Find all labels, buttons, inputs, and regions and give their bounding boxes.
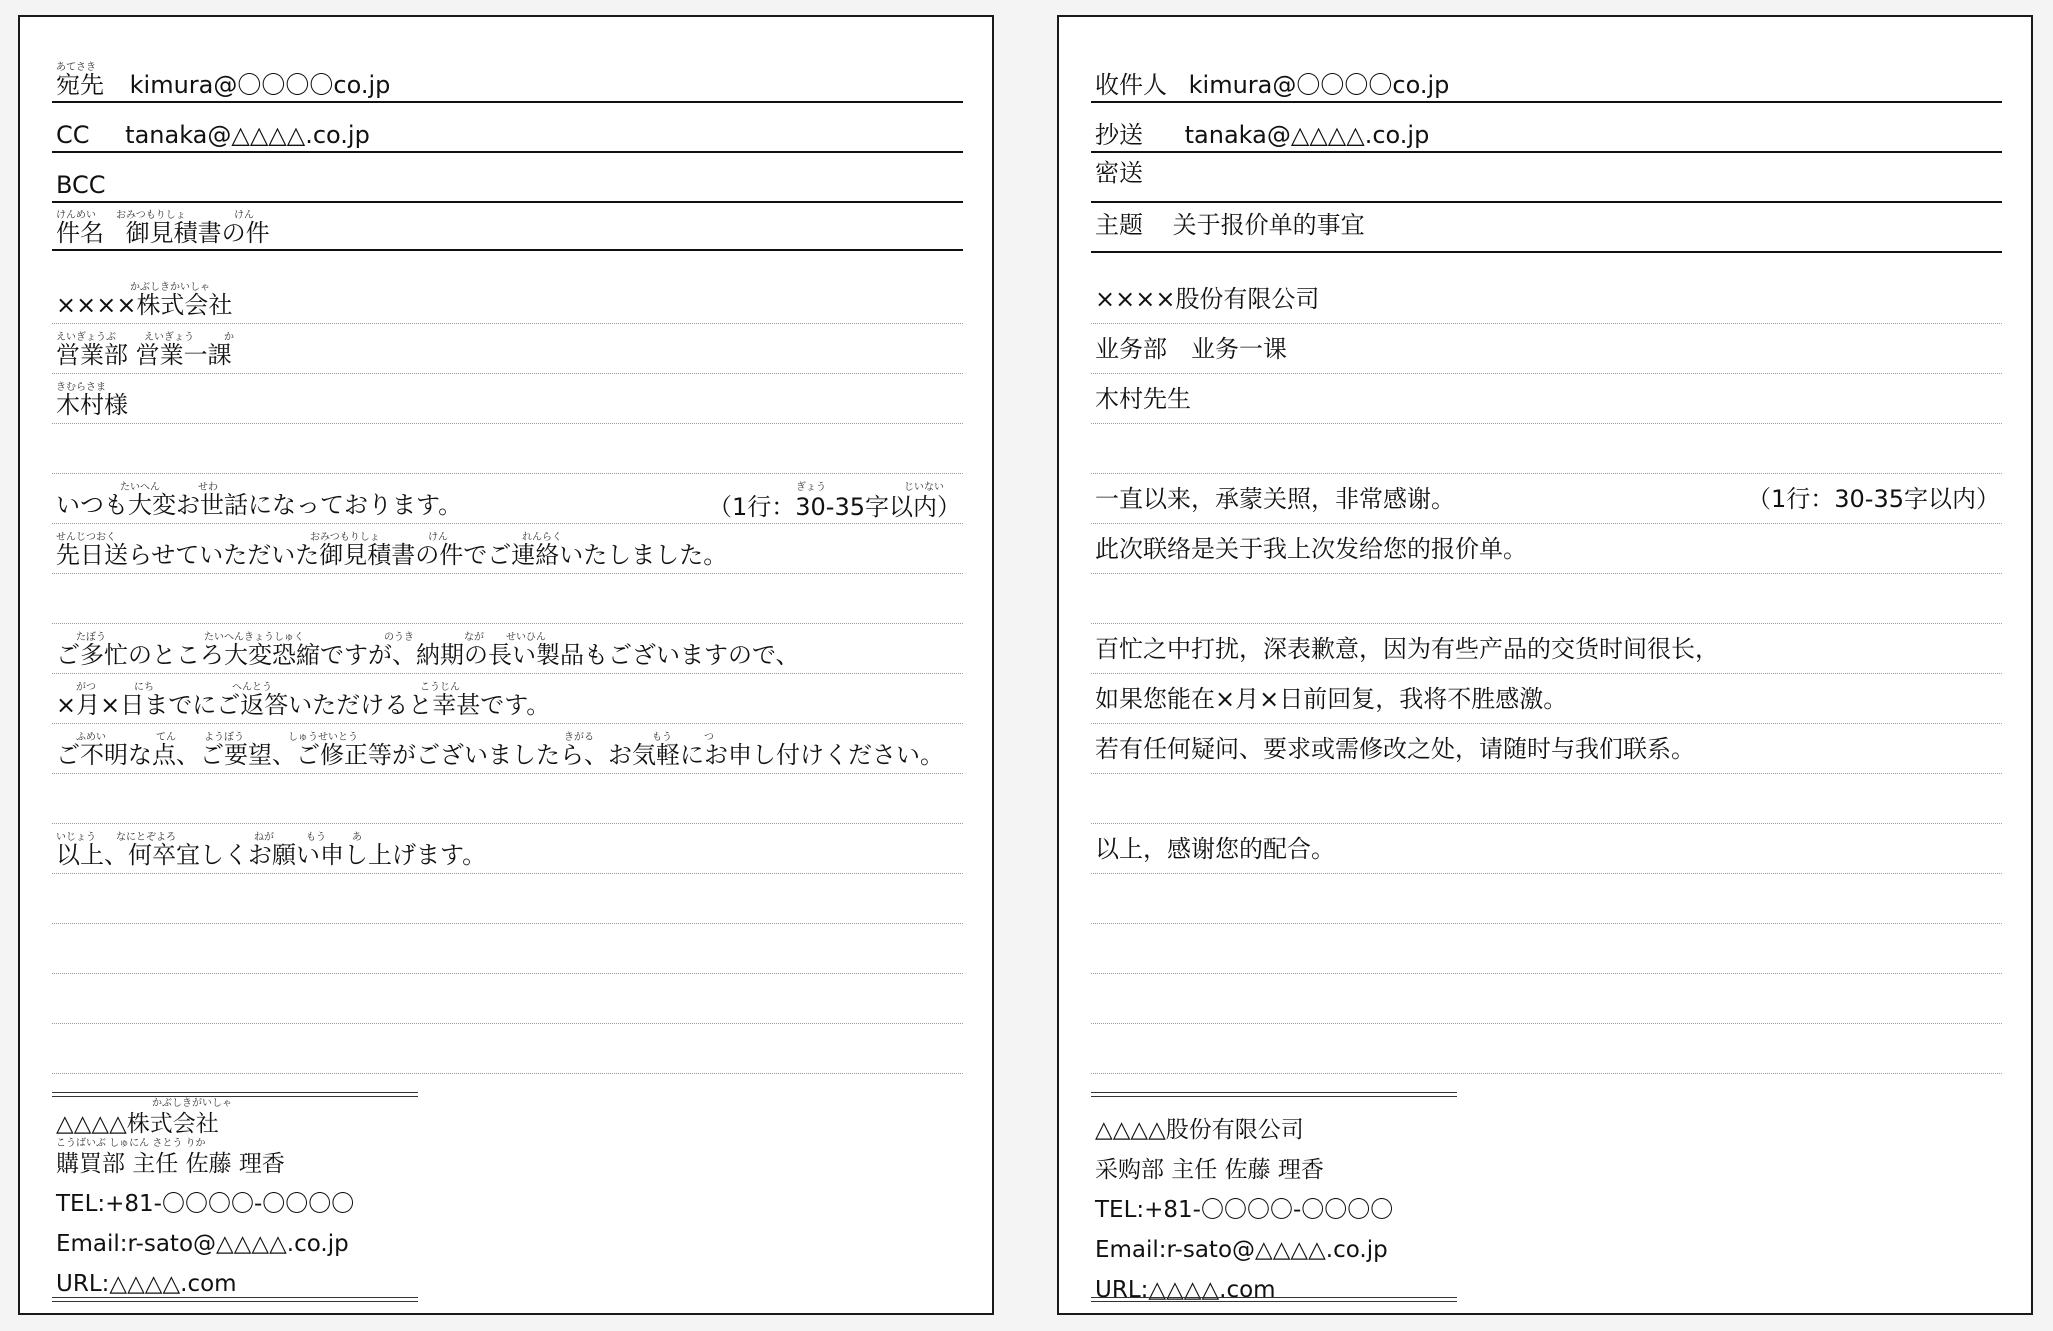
signature-tel: TEL:+81-〇〇〇〇-〇〇〇〇: [1095, 1197, 1394, 1223]
subject-field[interactable]: 御見積書の件: [125, 219, 270, 247]
subject-ruby: けんめい おみつもりしょ けん: [56, 210, 254, 221]
body-line-blank[interactable]: [1091, 1023, 2002, 1074]
to-field[interactable]: kimura@〇〇〇〇co.jp: [1188, 71, 1450, 99]
questions-line: ご不明な点、ご要望、ご修正等がございましたら、お気軽にお申し付けください。: [56, 741, 944, 769]
bcc-label: 密送: [1095, 159, 1143, 187]
bcc-row: [52, 151, 963, 203]
signature-top-rule: [1091, 1092, 1457, 1097]
body-line-blank[interactable]: [1091, 423, 2002, 474]
body-line-blank[interactable]: [52, 873, 963, 924]
body-line-busy[interactable]: たぼう たいへんきょうしゅく のうき なが せいひん ご多忙のところ大変恐縮ですが、納期の長い製品もございますので、: [52, 623, 963, 674]
cc-row: [1091, 101, 2002, 153]
cc-field[interactable]: tanaka@△△△△.co.jp: [125, 121, 370, 149]
recipient-department: 业务部 业务一课: [1095, 335, 1287, 363]
signature-name: 采购部 主任 佐藤 理香: [1095, 1157, 1324, 1183]
reply-line: 如果您能在×月×日前回复，我将不胜感激。: [1095, 685, 1568, 713]
body-line-blank[interactable]: [52, 923, 963, 974]
to-row: [52, 55, 963, 103]
subject-row: [52, 201, 963, 251]
body-line-greeting[interactable]: [1091, 473, 2002, 524]
to-field[interactable]: kimura@〇〇〇〇co.jp: [129, 71, 391, 99]
cc-field[interactable]: tanaka@△△△△.co.jp: [1184, 121, 1430, 149]
body-line-reply[interactable]: がつ にち へんとう こうじん ×月×日までにご返答いただけると幸甚です。: [52, 673, 963, 724]
subject-label: 件名: [56, 219, 104, 247]
body-line-department[interactable]: えいぎょうぶ えいぎょう か 営業部 営業一課: [52, 323, 963, 374]
body-line-questions[interactable]: ふめい てん ようぼう しゅうせいとう きがる もう つ ご不明な点、ご要望、ご修正等がございましたら、お気軽にお申し付けください。: [52, 723, 963, 774]
signature-url: URL:△△△△.com: [56, 1271, 237, 1297]
signature-name-ruby: こうばいぶ しゅにん さとう りか: [56, 1138, 206, 1149]
reply-line: ×月×日までにご返答いただけると幸甚です。: [56, 691, 551, 719]
purpose-line: 先日送らせていただいた御見積書の件でご連絡いたしました。: [56, 541, 728, 569]
body-line-purpose[interactable]: せんじつおく おみつもりしょ けん れんらく 先日送らせていただいた御見積書の件でご連絡いたしました。: [52, 523, 963, 574]
signature-company-ruby: かぶしきがいしゃ: [152, 1098, 232, 1109]
body-line-company[interactable]: [1091, 273, 2002, 324]
to-row: [1091, 55, 2002, 103]
body-line-blank[interactable]: [1091, 973, 2002, 1024]
recipient-name: 木村先生: [1095, 385, 1191, 413]
body-line-greeting[interactable]: たいへん せわ ぎょう じいない いつも大変お世話になっております。 （1行：30-35字以内）: [52, 473, 963, 524]
closing-line: 以上，感谢您的配合。: [1095, 835, 1335, 863]
recipient-department: 営業部 営業一課: [56, 341, 232, 369]
line-length-note: （1行：30-35字以内）: [1746, 485, 2000, 513]
recipient-company: ××××股份有限公司: [1095, 285, 1320, 313]
chinese-email-template: [1057, 15, 2033, 1315]
body-line-recipient[interactable]: [1091, 373, 2002, 424]
line-length-note: （1行：30-35字以内）: [707, 493, 961, 521]
body-line-closing[interactable]: いじょう なにとぞよろ ねが もう あ 以上、何卒宜しくお願い申し上げます。: [52, 823, 963, 874]
body-line-blank[interactable]: [1091, 573, 2002, 624]
busy-line: 百忙之中打扰，深表歉意，因为有些产品的交货时间很长，: [1095, 635, 1719, 663]
cc-label: CC: [56, 121, 90, 149]
cc-row: [52, 101, 963, 153]
body-line-blank[interactable]: [1091, 923, 2002, 974]
body-line-busy[interactable]: [1091, 623, 2002, 674]
body-line-department[interactable]: [1091, 323, 2002, 374]
recipient-company: ××××株式会社: [56, 291, 233, 319]
to-label: 宛先: [56, 71, 104, 99]
body-line-questions[interactable]: [1091, 723, 2002, 774]
bcc-label: BCC: [56, 171, 106, 199]
body-line-blank[interactable]: [1091, 873, 2002, 924]
signature-company: △△△△股份有限公司: [1095, 1117, 1304, 1143]
recipient-name: 木村様: [56, 391, 128, 419]
japanese-email-template: [18, 15, 994, 1315]
subject-row: [1091, 201, 2002, 253]
signature-tel: TEL:+81-〇〇〇〇-〇〇〇〇: [56, 1191, 355, 1217]
subject-field[interactable]: 关于报价单的事宜: [1172, 211, 1365, 239]
body-line-blank[interactable]: [52, 423, 963, 474]
body-line-purpose[interactable]: [1091, 523, 2002, 574]
greeting-line: 一直以来，承蒙关照，非常感谢。: [1095, 485, 1455, 513]
subject-label: 主题: [1095, 211, 1143, 239]
signature-name: 購買部 主任 佐藤 理香: [56, 1151, 285, 1177]
body-line-blank[interactable]: [1091, 773, 2002, 824]
closing-line: 以上、何卒宜しくお願い申し上げます。: [56, 841, 487, 869]
questions-line: 若有任何疑问、要求或需修改之处，请随时与我们联系。: [1095, 735, 1695, 763]
signature-email: Email:r-sato@△△△△.co.jp: [56, 1231, 349, 1257]
busy-line: ご多忙のところ大変恐縮ですが、納期の長い製品もございますので、: [56, 641, 800, 669]
cc-label: 抄送: [1095, 121, 1143, 149]
body-line-reply[interactable]: [1091, 673, 2002, 724]
signature-company: △△△△株式会社: [56, 1111, 219, 1137]
purpose-line: 此次联络是关于我上次发给您的报价单。: [1095, 535, 1527, 563]
body-line-blank[interactable]: [52, 573, 963, 624]
body-line-recipient[interactable]: きむらさま 木村様: [52, 373, 963, 424]
greeting-line: いつも大変お世話になっております。: [56, 491, 463, 519]
signature-url: URL:△△△△.com: [1095, 1277, 1276, 1303]
to-ruby: あてさき: [56, 62, 96, 73]
body-line-blank[interactable]: [52, 973, 963, 1024]
signature-email: Email:r-sato@△△△△.co.jp: [1095, 1237, 1388, 1263]
to-label: 收件人: [1095, 71, 1167, 99]
signature-bottom-rule: [1091, 1297, 1457, 1302]
body-line-blank[interactable]: [52, 1023, 963, 1074]
body-line-closing[interactable]: [1091, 823, 2002, 874]
bcc-row: [1091, 151, 2002, 203]
body-line-company[interactable]: かぶしきかいしゃ ××××株式会社: [52, 273, 963, 324]
body-line-blank[interactable]: [52, 773, 963, 824]
signature-bottom-rule: [52, 1297, 418, 1302]
